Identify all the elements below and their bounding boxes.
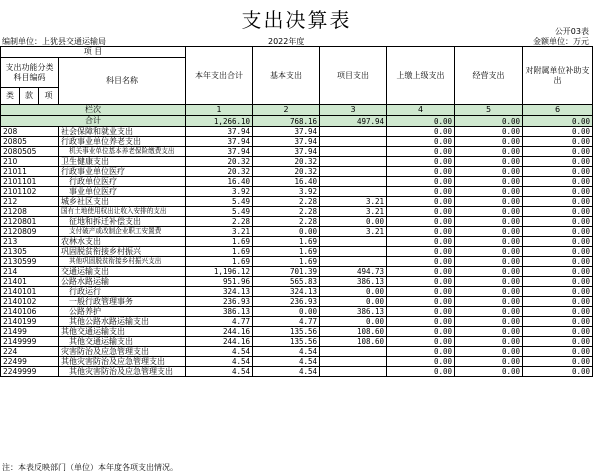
amount-cell: 0.00 [320,217,387,227]
kuan-header: 款 [20,88,39,105]
heji-label: 合计 [1,116,186,127]
amount-cell: 236.93 [253,297,320,307]
amount-cell: 37.94 [253,137,320,147]
table-row [1,207,593,217]
item-name-cell: 巩固脱贫衔接乡村振兴 [59,247,186,257]
amount-cell: 0.00 [455,177,523,187]
amount-cell: 0.00 [455,317,523,327]
amount-cell: 0.00 [455,267,523,277]
amount-cell: 0.00 [387,167,455,177]
item-name-header: 科目名称 [59,58,186,105]
amount-cell: 0.00 [523,197,593,207]
amount-cell: 0.00 [455,357,523,367]
amount-cell [320,127,387,137]
amount-cell: 1.69 [186,257,253,267]
subsidy-header: 对附属单位补助支出 [523,47,593,105]
amount-cell [320,147,387,157]
amount-cell: 20.32 [253,157,320,167]
item-name-cell: 行政事业单位养老支出 [59,137,186,147]
item-name-cell: 其他灾害防治及应急管理支出 [59,357,186,367]
upper-header: 上缴上级支出 [387,47,455,105]
amount-cell: 0.00 [455,297,523,307]
table-row [1,277,593,287]
amount-cell: 0.00 [523,357,593,367]
amount-cell: 5.49 [186,207,253,217]
table-row [1,187,593,197]
currency-label: 金额单位：万元 [533,37,589,46]
amount-cell: 4.54 [253,347,320,357]
func-code-cell: 212 [1,197,59,207]
amount-cell: 0.00 [455,207,523,217]
func-code-cell: 2140106 [1,307,59,317]
func-code-cell: 20805 [1,137,59,147]
amount-cell: 0.00 [455,327,523,337]
amount-cell: 5.49 [186,197,253,207]
amount-cell [320,177,387,187]
project-header: 项目支出 [320,47,387,105]
item-name-cell: 农林水支出 [59,237,186,247]
amount-cell: 0.00 [523,337,593,347]
amount-cell: 37.94 [186,147,253,157]
table-row [1,367,593,377]
amount-cell: 3.92 [253,187,320,197]
amount-cell: 0.00 [523,177,593,187]
amount-cell: 16.40 [186,177,253,187]
amount-cell: 0.00 [523,367,593,377]
amount-cell [320,357,387,367]
func-code-cell: 21305 [1,247,59,257]
amount-cell: 0.00 [387,277,455,287]
amount-cell: 0.00 [523,207,593,217]
amount-cell: 386.13 [320,307,387,317]
amount-cell: 0.00 [387,177,455,187]
amount-cell: 324.13 [253,287,320,297]
func-code-cell: 208 [1,127,59,137]
amount-cell: 0.00 [455,287,523,297]
amount-cell: 0.00 [455,237,523,247]
amount-cell: 0.00 [523,157,593,167]
total-cell: 0.00 [387,116,455,127]
amount-cell: 2.28 [253,217,320,227]
item-name-cell: 城乡社区支出 [59,197,186,207]
amount-cell: 0.00 [387,137,455,147]
amount-cell: 0.00 [455,217,523,227]
col-num: 4 [387,105,455,116]
total-cell: 1,266.10 [186,116,253,127]
func-code-cell: 2101101 [1,177,59,187]
amount-cell: 0.00 [523,227,593,237]
amount-cell: 1.69 [253,247,320,257]
func-code-cell: 21401 [1,277,59,287]
item-name-cell: 其他交通运输支出 [59,337,186,347]
table-row [1,287,593,297]
xiang-header: 项 [39,88,59,105]
table-row [1,327,593,337]
func-code-cell: 2130599 [1,257,59,267]
item-name-cell: 社会保障和就业支出 [59,127,186,137]
amount-cell: 0.00 [523,277,593,287]
amount-cell: 0.00 [320,287,387,297]
amount-cell: 0.00 [455,257,523,267]
amount-cell: 37.94 [186,137,253,147]
amount-cell: 0.00 [387,317,455,327]
col-num: 3 [320,105,387,116]
amount-cell: 0.00 [455,347,523,357]
func-code-cell: 2140101 [1,287,59,297]
lanci-label: 栏次 [1,105,186,116]
item-name-cell: 其他公路水路运输支出 [59,317,186,327]
item-name-cell: 其他灾害防治及应急管理支出 [59,367,186,377]
table-row [1,347,593,357]
amount-cell: 0.00 [523,327,593,337]
item-name-cell: 其他交通运输支出 [59,327,186,337]
amount-cell: 0.00 [523,187,593,197]
item-name-cell: 公路水路运输 [59,277,186,287]
func-code-cell: 2140199 [1,317,59,327]
amount-cell: 0.00 [455,147,523,157]
page-title: 支出决算表 [241,8,352,32]
func-code-cell: 214 [1,267,59,277]
func-code-cell: 21499 [1,327,59,337]
amount-cell: 0.00 [523,127,593,137]
business-header: 经营支出 [455,47,523,105]
amount-cell: 3.21 [186,227,253,237]
amount-cell: 135.56 [253,337,320,347]
amount-cell: 0.00 [387,227,455,237]
func-code-cell: 2080505 [1,147,59,157]
amount-cell: 701.39 [253,267,320,277]
amount-cell: 4.77 [186,317,253,327]
item-name-cell: 一般行政管理事务 [59,297,186,307]
amount-cell: 244.16 [186,337,253,347]
amount-cell: 0.00 [455,227,523,237]
amount-cell: 0.00 [455,337,523,347]
amount-cell: 0.00 [387,217,455,227]
amount-cell: 0.00 [523,247,593,257]
amount-cell: 2.28 [253,207,320,217]
amount-cell: 0.00 [455,167,523,177]
func-code-cell: 2101102 [1,187,59,197]
amount-cell: 37.94 [253,147,320,157]
amount-cell [320,237,387,247]
amount-cell: 1,196.12 [186,267,253,277]
amount-cell: 0.00 [455,187,523,197]
amount-cell: 0.00 [455,307,523,317]
amount-cell: 0.00 [387,247,455,257]
expenditure-table [0,46,593,377]
amount-cell: 0.00 [455,367,523,377]
amount-cell: 2.28 [253,197,320,207]
table-row [1,257,593,267]
amount-cell: 0.00 [387,347,455,357]
amount-cell: 4.54 [253,367,320,377]
amount-cell: 108.60 [320,337,387,347]
table-row [1,237,593,247]
table-row [1,247,593,257]
total-header: 本年支出合计 [186,47,253,105]
table-row [1,217,593,227]
amount-cell: 0.00 [253,227,320,237]
amount-cell: 0.00 [387,267,455,277]
col-num: 6 [523,105,593,116]
amount-cell: 0.00 [455,197,523,207]
amount-cell: 3.21 [320,197,387,207]
amount-cell: 0.00 [387,367,455,377]
item-name-cell: 征地和拆迁补偿支出 [59,217,186,227]
table-row [1,177,593,187]
func-code-cell: 21208 [1,207,59,217]
amount-cell: 0.00 [455,127,523,137]
item-group-header: 项 目 [1,47,186,58]
total-cell: 0.00 [455,116,523,127]
item-name-cell: 灾害防治及应急管理支出 [59,347,186,357]
amount-cell: 951.96 [186,277,253,287]
amount-cell: 244.16 [186,327,253,337]
func-code-header: 支出功能分类科目编码 [1,58,59,88]
footnote: 注：本表反映部门（单位）本年度各项支出情况。 [2,463,178,472]
amount-cell: 0.00 [253,307,320,317]
amount-cell: 0.00 [523,147,593,157]
amount-cell: 4.77 [253,317,320,327]
amount-cell: 20.32 [186,167,253,177]
total-cell: 497.94 [320,116,387,127]
func-code-cell: 21011 [1,167,59,177]
amount-cell: 0.00 [387,157,455,167]
table-row [1,157,593,167]
amount-cell: 565.83 [253,277,320,287]
func-code-cell: 213 [1,237,59,247]
amount-cell: 1.69 [253,237,320,247]
amount-cell: 0.00 [523,237,593,247]
year-label: 2022年度 [268,37,305,46]
amount-cell: 0.00 [387,237,455,247]
table-row [1,197,593,207]
table-row [1,337,593,347]
amount-cell: 0.00 [523,137,593,147]
item-name-cell: 其他巩固脱贫衔接乡村振兴支出 [59,257,186,267]
amount-cell: 0.00 [387,337,455,347]
amount-cell [320,137,387,147]
item-name-cell: 卫生健康支出 [59,157,186,167]
amount-cell [320,167,387,177]
amount-cell: 2.28 [186,217,253,227]
amount-cell: 0.00 [320,297,387,307]
item-name-cell: 行政事业单位医疗 [59,167,186,177]
func-code-cell: 2120801 [1,217,59,227]
amount-cell: 0.00 [320,317,387,327]
func-code-cell: 2149999 [1,337,59,347]
amount-cell: 3.92 [186,187,253,197]
table-row [1,137,593,147]
amount-cell: 0.00 [523,297,593,307]
amount-cell: 4.54 [186,347,253,357]
lei-header: 类 [1,88,20,105]
amount-cell: 1.69 [186,237,253,247]
amount-cell: 1.69 [253,257,320,267]
table-row [1,297,593,307]
func-code-cell: 22499 [1,357,59,367]
amount-cell: 3.21 [320,207,387,217]
amount-cell: 0.00 [455,247,523,257]
amount-cell: 236.93 [186,297,253,307]
amount-cell: 0.00 [455,157,523,167]
amount-cell: 0.00 [523,267,593,277]
amount-cell: 4.54 [253,357,320,367]
unit-label: 编制单位：上犹县交通运输局 [2,37,106,46]
amount-cell: 386.13 [320,277,387,287]
total-cell: 768.16 [253,116,320,127]
amount-cell: 20.32 [186,157,253,167]
amount-cell: 0.00 [387,327,455,337]
amount-cell: 37.94 [186,127,253,137]
table-row [1,227,593,237]
amount-cell: 0.00 [387,287,455,297]
total-cell: 0.00 [523,116,593,127]
col-num: 2 [253,105,320,116]
amount-cell: 4.54 [186,367,253,377]
amount-cell: 0.00 [523,217,593,227]
amount-cell: 0.00 [523,167,593,177]
item-name-cell: 交通运输支出 [59,267,186,277]
amount-cell [320,247,387,257]
amount-cell: 108.60 [320,327,387,337]
col-num: 5 [455,105,523,116]
table-row [1,317,593,327]
amount-cell [320,367,387,377]
amount-cell: 3.21 [320,227,387,237]
amount-cell: 0.00 [523,287,593,297]
amount-cell: 0.00 [523,317,593,327]
amount-cell [320,187,387,197]
amount-cell: 0.00 [387,207,455,217]
item-name-cell: 国有土地使用权出让收入安排的支出 [59,207,186,217]
amount-cell: 0.00 [523,307,593,317]
amount-cell: 0.00 [387,187,455,197]
amount-cell: 0.00 [455,277,523,287]
item-name-cell: 公路养护 [59,307,186,317]
amount-cell: 494.73 [320,267,387,277]
amount-cell [320,347,387,357]
item-name-cell: 机关事业单位基本养老保险缴费支出 [59,147,186,157]
func-code-cell: 224 [1,347,59,357]
amount-cell: 135.56 [253,327,320,337]
amount-cell: 37.94 [253,127,320,137]
amount-cell: 0.00 [523,347,593,357]
table-row [1,357,593,367]
table-row [1,167,593,177]
item-name-cell: 行政单位医疗 [59,177,186,187]
amount-cell: 0.00 [387,127,455,137]
amount-cell: 0.00 [387,307,455,317]
form-code: 公开03表 [554,27,589,36]
amount-cell: 4.54 [186,357,253,367]
amount-cell: 1.69 [186,247,253,257]
amount-cell: 386.13 [186,307,253,317]
item-name-cell: 支付破产或改制企业职工安置费 [59,227,186,237]
func-code-cell: 2120809 [1,227,59,237]
func-code-cell: 210 [1,157,59,167]
table-row [1,307,593,317]
item-name-cell: 事业单位医疗 [59,187,186,197]
amount-cell: 0.00 [387,297,455,307]
amount-cell: 0.00 [387,147,455,157]
item-name-cell: 行政运行 [59,287,186,297]
func-code-cell: 2249999 [1,367,59,377]
amount-cell: 324.13 [186,287,253,297]
amount-cell: 0.00 [387,197,455,207]
table-row [1,147,593,157]
amount-cell: 20.32 [253,167,320,177]
col-num: 1 [186,105,253,116]
amount-cell: 16.40 [253,177,320,187]
basic-header: 基本支出 [253,47,320,105]
table-row [1,267,593,277]
table-row [1,127,593,137]
amount-cell: 0.00 [387,257,455,267]
amount-cell: 0.00 [387,357,455,367]
amount-cell: 0.00 [455,137,523,147]
amount-cell [320,157,387,167]
amount-cell [320,257,387,267]
amount-cell: 0.00 [523,257,593,267]
func-code-cell: 2140102 [1,297,59,307]
